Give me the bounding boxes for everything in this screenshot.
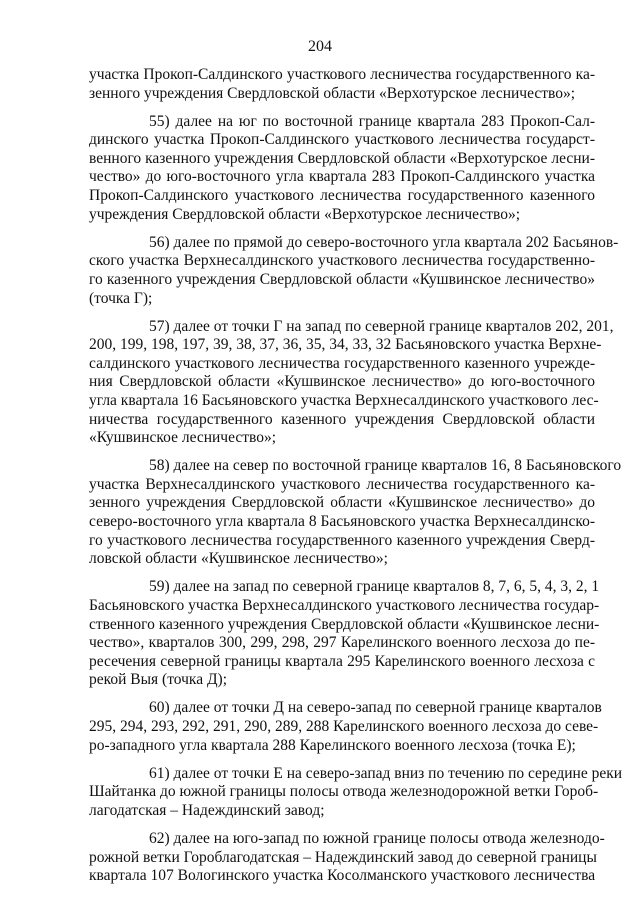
- text-line: Басьяновского участка Верхнесалдинского участкового лесничества государ-: [89, 596, 600, 614]
- text-line: угла квартала 16 Басьяновского участка Верхнесалдинского участкового лес-: [89, 392, 599, 409]
- text-line: «Кушвинское лесничество»;: [89, 429, 277, 447]
- text-line: динского участка Прокоп-Салдинского участкового лесничества государст-: [89, 131, 595, 149]
- text-line: ловской области «Кушвинское лесничество»;: [89, 550, 388, 568]
- text-line: ро-западного угла квартала 288 Карелинского военного лесхоза (точка Е);: [89, 736, 576, 754]
- text-line: 200, 199, 198, 197, 39, 38, 37, 36, 35, 34, 33, 32 Басьяновского участка Верхне-: [89, 336, 602, 354]
- text-line: 59) далее на запад по северной границе кварталов 8, 7, 6, 5, 4, 3, 2, 1: [149, 578, 600, 596]
- text-line: 57) далее от точки Г на запад по северной границе кварталов 202, 201,: [149, 317, 614, 335]
- text-line: 295, 294, 293, 292, 291, 290, 289, 288 Карелинского военного лесхоза до севе-: [89, 718, 599, 735]
- paragraph-61: [89, 764, 623, 821]
- text-line: Шайтанка до южной границы полосы отвода железнодорожной ветки Гороб-: [89, 783, 599, 801]
- text-line: 60) далее от точки Д на северо-запад по северной границе кварталов: [149, 699, 602, 717]
- paragraph-56: [89, 233, 619, 308]
- paragraph-62: [89, 829, 605, 886]
- text-line: учреждения Свердловской области «Верхотурское лесничество»;: [89, 205, 521, 223]
- text-line: участка Прокоп-Салдинского участкового лесничества государственного ка-: [89, 66, 595, 83]
- page-number: 204: [308, 38, 332, 55]
- paragraph-54-continuation: [89, 66, 595, 103]
- text-line: рожной ветки Гороблагодатская – Надеждинский завод до северной границы: [89, 848, 597, 866]
- paragraph-60: [89, 699, 602, 755]
- text-line: ресечения северной границы квартала 295 Карелинского военного лесхоза с: [89, 652, 595, 670]
- text-line: лагодатская – Надеждинский завод;: [89, 801, 325, 819]
- text-line: 55) далее на юг по восточной границе квартала 283 Прокоп-Сал-: [149, 112, 595, 130]
- text-line: (точка Г);: [89, 289, 153, 307]
- text-line: ничества государственного казенного учреждения Свердловской области: [89, 410, 595, 428]
- text-line: чество», кварталов 300, 299, 298, 297 Карелинского военного лесхоза до пе-: [89, 634, 595, 652]
- text-line: го участкового лесничества государственного казенного учреждения Сверд-: [89, 531, 595, 549]
- text-line: 58) далее на север по восточной границе кварталов 16, 8 Басьяновского: [149, 457, 622, 475]
- paragraph-57: [89, 317, 614, 448]
- text-line: 61) далее от точки Е на северо-запад вниз по течению по середине реки: [149, 764, 623, 782]
- text-line: 56) далее по прямой до северо-восточного угла квартала 202 Басьянов-: [149, 233, 619, 251]
- text-line: рекой Выя (точка Д);: [89, 671, 228, 689]
- text-line: 62) далее на юго-запад по южной границе полосы отвода железнодо-: [149, 829, 605, 847]
- paragraph-58: [89, 457, 622, 569]
- document-body: [89, 66, 623, 895]
- text-line: го казенного учреждения Свердловской области «Кушвинское лесничество»: [89, 270, 595, 288]
- text-line: квартала 107 Вологинского участка Косолманского участкового лесничества: [89, 867, 596, 885]
- paragraph-59: [89, 578, 600, 690]
- text-line: ственного казенного учреждения Свердловской области «Кушвинское лесни-: [89, 615, 600, 633]
- text-line: зенного учреждения Свердловской области «Кушвинское лесничество» до: [89, 494, 595, 512]
- text-line: северо-восточного угла квартала 8 Басьяновского участка Верхнесалдинско-: [89, 513, 595, 531]
- text-line: венного казенного учреждения Свердловской области «Верхотурское лесни-: [89, 149, 595, 167]
- text-line: ского участка Верхнесалдинского участкового лесничества государственно-: [89, 252, 595, 270]
- text-line: чество» до юго-восточного угла квартала 283 Прокоп-Салдинского участка: [89, 168, 595, 186]
- text-line: салдинского участкового лесничества государственного казенного учрежде-: [89, 354, 595, 372]
- paragraph-55: [89, 113, 595, 225]
- text-line: участка Верхнесалдинского участкового лесничества государственного ка-: [89, 475, 595, 493]
- text-line: ния Свердловской области «Кушвинское лесничество» до юго-восточного: [89, 373, 595, 391]
- text-line: зенного учреждения Свердловской области «Верхотурское лесничество»;: [89, 84, 576, 102]
- text-line: Прокоп-Салдинского участкового лесничества государственного казенного: [89, 187, 595, 205]
